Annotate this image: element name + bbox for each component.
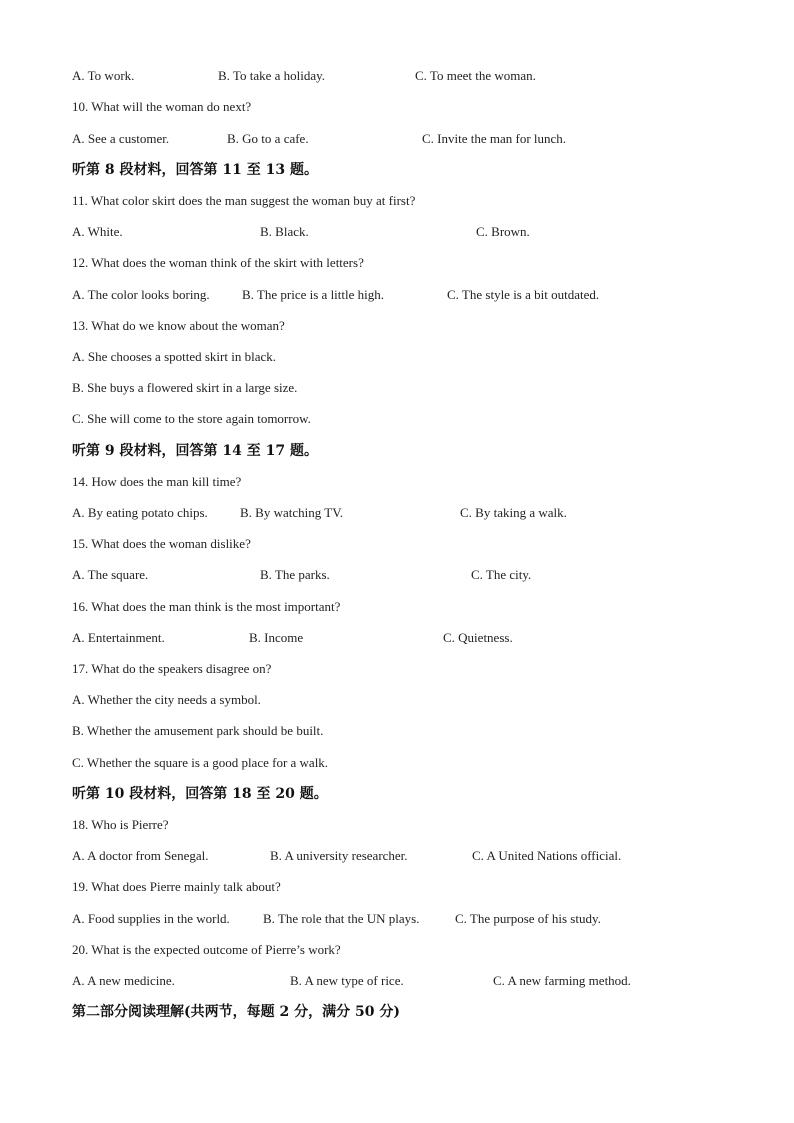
q9-option-c: C. To meet the woman. [415,68,536,83]
q11-option-c: C. Brown. [476,224,530,239]
q18-option-b: B. A university researcher. [270,848,408,863]
q12-option-c: C. The style is a bit outdated. [447,287,600,302]
q16-question: 16. What does the man think is the most important? [72,599,341,614]
q13-question: 13. What do we know about the woman? [72,318,285,333]
q17-option-c: C. Whether the square is a good place for a walk. [72,755,329,770]
q15-option-a: A. The square. [72,567,149,582]
section-10-heading: 听第 10 段材料，回答第 18 至 20 题。 [72,786,328,802]
q13-option-b: B. She buys a flowered skirt in a large size. [72,380,298,395]
q18-option-c: C. A United Nations official. [472,848,622,863]
q11-question: 11. What color skirt does the man suggest the woman buy at first? [72,193,416,208]
q13-option-a: A. She chooses a spotted skirt in black. [72,349,276,364]
q17-question: 17. What do the speakers disagree on? [72,661,272,676]
q12-question: 12. What does the woman think of the skirt with letters? [72,255,364,270]
q18-option-a: A. A doctor from Senegal. [72,848,209,863]
q20-option-a: A. A new medicine. [72,973,175,988]
q16-option-c: C. Quietness. [443,630,513,645]
q17-option-b: B. Whether the amusement park should be built. [72,723,324,738]
q19-option-a: A. Food supplies in the world. [72,911,230,926]
q15-option-c: C. The city. [471,567,532,582]
q11-option-b: B. Black. [260,224,309,239]
q17-option-a: A. Whether the city needs a symbol. [72,692,261,707]
q19-option-c: C. The purpose of his study. [455,911,601,926]
q19-question: 19. What does Pierre mainly talk about? [72,879,281,894]
q16-option-b: B. Income [249,630,304,645]
q14-option-a: A. By eating potato chips. [72,505,208,520]
q20-question: 20. What is the expected outcome of Pierre’s work? [72,942,341,957]
part-2-heading: 第二部分阅读理解(共两节，每题 2 分，满分 50 分) [72,1004,400,1020]
q10-option-b: B. Go to a cafe. [227,131,309,146]
section-8-heading: 听第 8 段材料，回答第 11 至 13 题。 [72,162,318,178]
q15-question: 15. What does the woman dislike? [72,536,251,551]
q14-option-b: B. By watching TV. [240,505,344,520]
q12-option-a: A. The color looks boring. [72,287,210,302]
q20-option-c: C. A new farming method. [493,973,631,988]
q11-option-a: A. White. [72,224,123,239]
q14-question: 14. How does the man kill time? [72,474,242,489]
q15-option-b: B. The parks. [260,567,330,582]
q10-question: 10. What will the woman do next? [72,99,252,114]
q18-question: 18. Who is Pierre? [72,817,169,832]
q19-option-b: B. The role that the UN plays. [263,911,420,926]
q9-option-b: B. To take a holiday. [218,68,326,83]
section-9-heading: 听第 9 段材料，回答第 14 至 17 题。 [72,443,318,459]
q14-option-c: C. By taking a walk. [460,505,567,520]
q13-option-c: C. She will come to the store again tomorrow. [72,411,311,426]
q20-option-b: B. A new type of rice. [290,973,404,988]
q12-option-b: B. The price is a little high. [242,287,385,302]
q16-option-a: A. Entertainment. [72,630,165,645]
q10-option-c: C. Invite the man for lunch. [422,131,567,146]
q9-option-a: A. To work. [72,68,135,83]
q10-option-a: A. See a customer. [72,131,170,146]
